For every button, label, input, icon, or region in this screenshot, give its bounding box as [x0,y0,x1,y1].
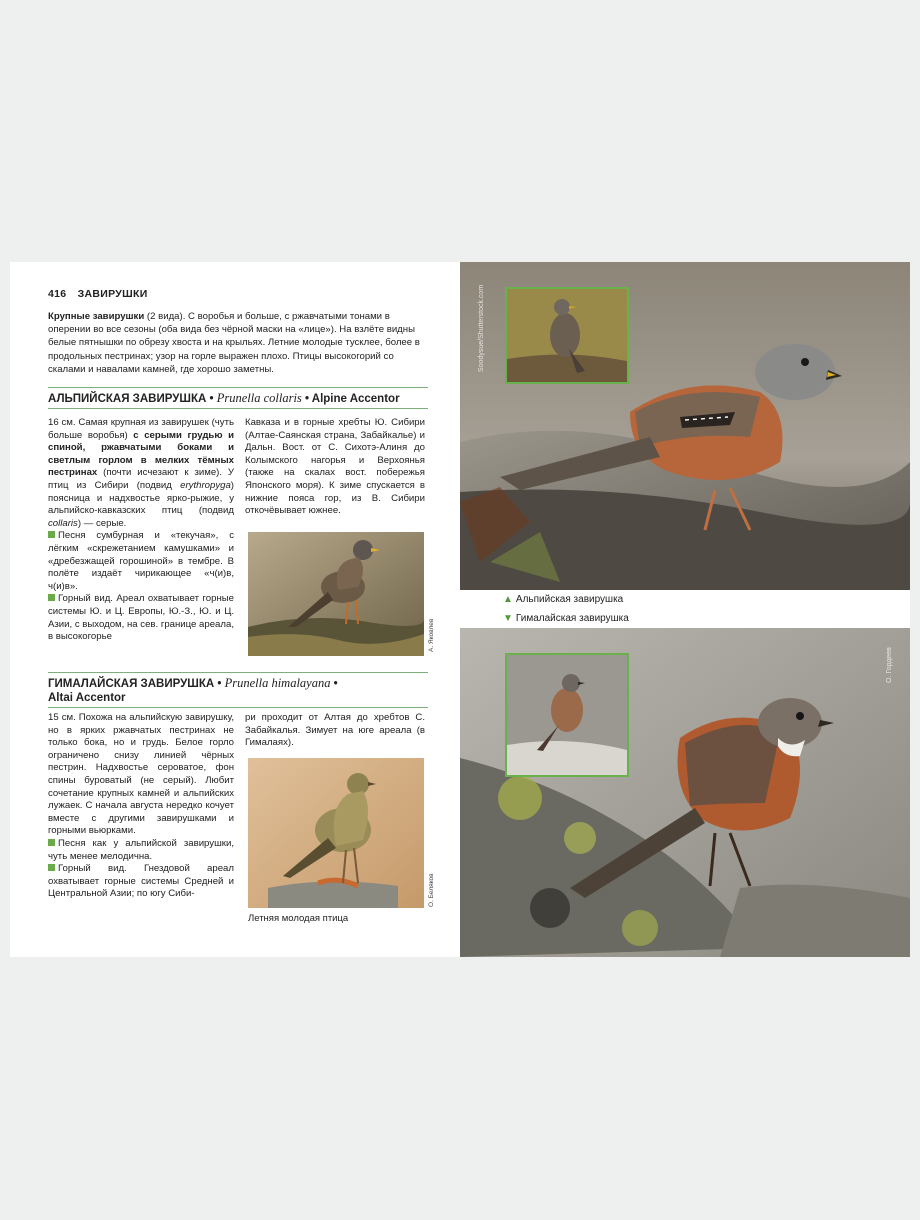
bullet-square-icon [48,839,55,846]
photo-credit: Soodysue/Shutterstock.com [478,284,485,372]
photo-caption: Летняя молодая птица [248,913,349,924]
bullet-square-icon [48,531,55,538]
alpine-subspecies: collaris [48,517,78,529]
page-number: 416 [48,288,67,300]
caption-himalayan [503,613,629,624]
alpine-main-photo [460,262,910,590]
caption-himalayan-text: Гималайская завирушка [515,613,629,624]
intro-text: (2 вида). С воробья и больше, с ржавчатыми тонами в оперении во все сезоны (оба вида без чёрной маски на «лице»). На взлёте видны белые пятнышки по обрезу хвоста и на крыльях. Летние молодые тусклее, более в продольных пестринах; узор на горле выражен плохо. Птицы высокогорий со скалами и навалами камней, где хорошо заметны. [48,311,420,375]
arrow-down-icon: ▼ [503,613,513,624]
bullet-square-icon [48,864,55,871]
alpine-key-features: с серыми грудью и спиной, ржавчатыми боками и светлым горлом в мелких тёмных пестринах [48,429,234,479]
caption-alpine-text: Альпийская завирушка [515,594,624,605]
alpine-text: (почти исчезают к зиме). У птиц из Сибири (подвид [48,467,234,491]
species-heading-himalayan [48,672,428,708]
section-title: ЗАВИРУШКИ [77,288,148,300]
species-heading-alpine [48,387,428,409]
himalayan-title-latin: Prunella himalayana [224,676,331,690]
himalayan-range-cont: ри проходит от Алтая до хребтов С. Забайкалья. Зимует на юге ареала (в Гималаях). [245,712,425,749]
photo-credit: А. Яковлев [428,618,435,652]
alpine-song: Песня сумбурная и «текучая», с лёгким «скрежетанием камушками» и «дребезжащей горошиной» в тембре. В полёте издаёт чирикающее «ч(и)в, ч(и)в». [48,530,234,592]
intro-lead: Крупные завирушки [48,311,145,322]
himalayan-title-en: • [330,678,338,690]
caption-alpine [503,594,623,605]
alpine-text: 16 см. Самая крупная из завирушек (чуть больше воробья) [48,417,234,441]
alpine-text: ) — серые. [77,517,127,529]
alpine-range-cont: Кавказа и в горные хребты Ю. Сибири (Алтае-Саянская страна, Забайкалье) и Дальн. Вост. от С. Сихотэ-Алиня до Колымского нагорья и Верхоянья (также на скалах вост. побережья Японского моря). К зиме спускается в нижние пояса гор, из В. Сибири откочёвывает южнее. [245,417,425,517]
photo-credit: О. Беляков [428,873,435,907]
alpine-right-column [245,417,425,518]
himalayan-title-en: Altai Accentor [48,692,126,704]
alpine-title-ru: АЛЬПИЙСКАЯ ЗАВИРУШКА • [48,393,217,405]
text-column [48,262,435,957]
himalayan-text: 15 см. Похожа на альпийскую завирушку, но в ярких ржавчатых пестринах не только бока, но и грудь. Белое горло ограничено снизу линией чёрных пестрин. Надхвостье сероватое, фон спины буроватый (не серый). Любит сочетание крупных камней и альпийских лужаек. С начала августа нередко кочует вместе с другими завирушками и горными вьюрками. [48,712,234,837]
alpine-title-en: • Alpine Accentor [301,393,400,405]
arrow-up-icon: ▲ [503,594,513,605]
bullet-square-icon [48,594,55,601]
alpine-photo [248,532,424,656]
group-intro [48,310,426,376]
alpine-subspecies: erythropyga [180,479,231,491]
running-head [48,288,148,300]
book-page [10,262,910,957]
himalayan-main-photo [460,628,910,957]
alpine-range: Горный вид. Ареал охватывает горные системы Ю. и Ц. Европы, Ю.-З., Ю. и Ц. Азии, с выходом, на сев. границе ареала, в высокогорье [48,593,234,643]
himalayan-inset-photo [505,653,629,777]
himalayan-juvenile-photo [248,758,424,908]
himalayan-left-column [48,712,234,901]
alpine-title-latin: Prunella collaris [216,391,302,405]
alpine-text: ) поясница и надхвостье ярко-рыжие, у альпийско-кавказских птиц (подвид [48,479,234,517]
alpine-inset-photo [505,287,629,384]
alpine-left-column [48,417,234,644]
himalayan-range: Горный вид. Гнездовой ареал охватывает горные системы Средней и Центральной Азии; по югу Сиби- [48,863,234,900]
himalayan-song: Песня как у альпийской завирушки, чуть менее мелодична. [48,837,234,862]
photo-credit: О. Гордеев [886,647,893,683]
himalayan-title-ru: ГИМАЛАЙСКАЯ ЗАВИРУШКА • [48,678,225,690]
himalayan-right-column [245,712,425,750]
